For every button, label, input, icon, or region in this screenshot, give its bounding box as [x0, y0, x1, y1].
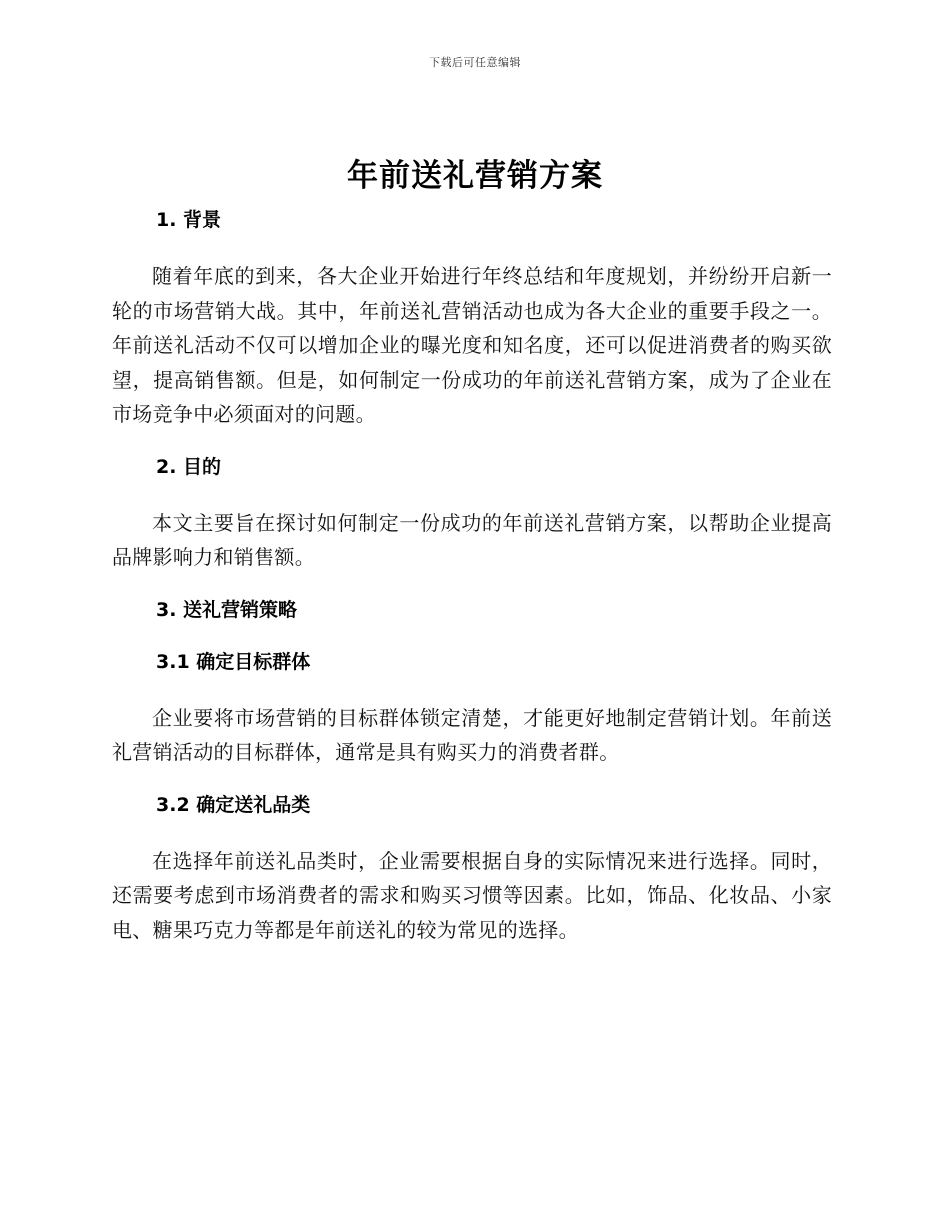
section-paragraph-target-group: 企业要将市场营销的目标群体锁定清楚，才能更好地制定营销计划。年前送礼营销活动的目标群体，通常是具有购买力的消费者群。 [112, 705, 832, 764]
document-title: 年前送礼营销方案 [347, 158, 603, 194]
section-paragraph-gift-category: 在选择年前送礼品类时，企业需要根据自身的实际情况来进行选择。同时，还需要考虑到市场消费者的需求和购买习惯等因素。比如，饰品、化妆品、小家电、糖果巧克力等都是年前送礼的较为常见的选择。 [112, 848, 832, 942]
document-body [112, 204, 832, 947]
section-paragraph-purpose: 本文主要旨在探讨如何制定一份成功的年前送礼营销方案，以帮助企业提高品牌影响力和销售额。 [112, 510, 832, 569]
section-heading-purpose: 2. 目的 [156, 455, 222, 478]
section-paragraph-background: 随着年底的到来，各大企业开始进行年终总结和年度规划，并纷纷开启新一轮的市场营销大战。其中，年前送礼营销活动也成为各大企业的重要手段之一。年前送礼活动不仅可以增加企业的曝光度和知名度，还可以促进消费者的购买欲望，提高销售额。但是，如何制定一份成功的年前送礼营销方案，成为了企业在市场竞争中必须面对的问题。 [112, 264, 832, 426]
section-heading-target-group: 3.1 确定目标群体 [156, 650, 311, 673]
section-heading-strategy: 3. 送礼营销策略 [156, 598, 298, 621]
section-heading-background: 1. 背景 [156, 209, 222, 231]
section-heading-gift-category: 3.2 确定送礼品类 [156, 793, 311, 816]
header-note: 下载后可任意编辑 [429, 56, 521, 69]
